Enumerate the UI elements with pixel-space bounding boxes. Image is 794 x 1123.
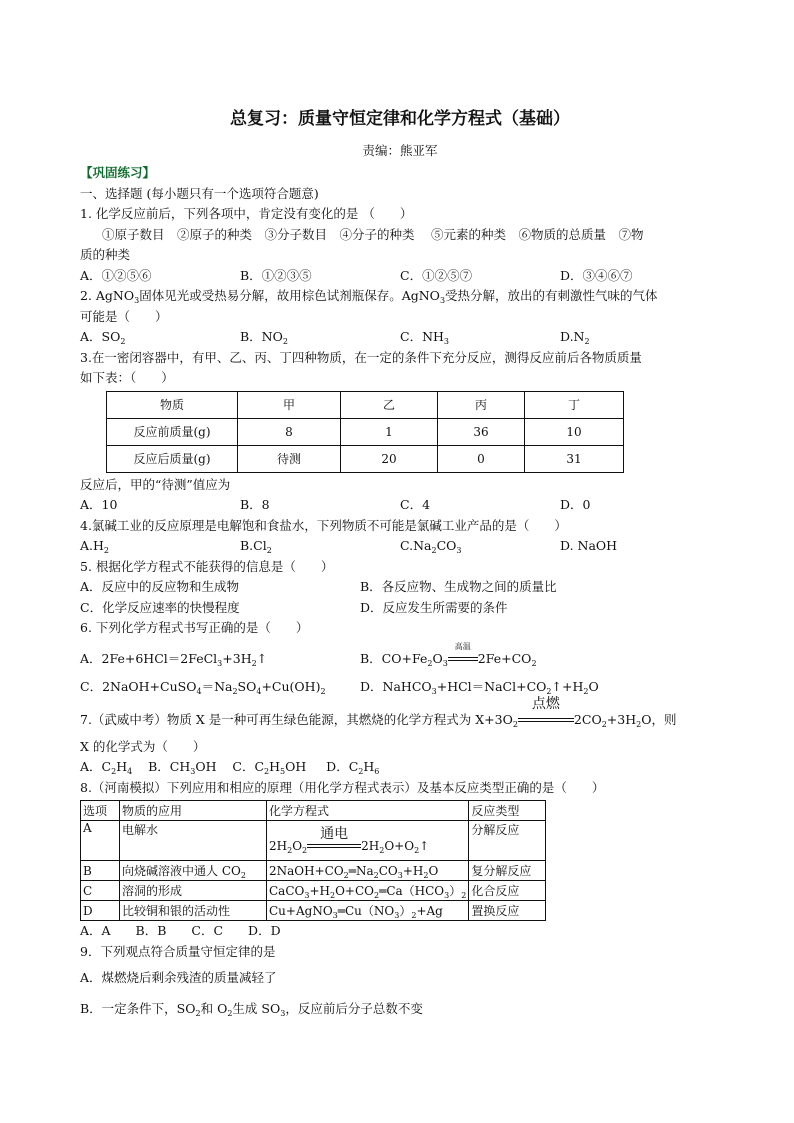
q4-option-d: D. NaOH	[560, 538, 618, 553]
table-cell: $2H_2O_2$ 通电 $2H_2O+O_2↑$	[267, 821, 469, 861]
table-cell: $CaCO_3+H_2O+CO_2═Ca(HCO_3)_2$	[267, 881, 469, 901]
q3-question: 反应后，甲的“待测”值应为	[80, 476, 231, 492]
q4-stem: 4.氯碱工业的反应原理是电解饱和食盐水，下列物质不可能是氯碱工业产品的是（ ）	[80, 517, 567, 533]
q4-options	[80, 536, 720, 557]
table-header-cell: 反应类型	[469, 801, 546, 821]
table-cell: 8	[238, 418, 341, 445]
editor-credit: 责编：熊亚军	[362, 143, 438, 158]
q7-option-a: A．$C_2H_4$	[80, 759, 133, 776]
table-header-cell: 化学方程式	[267, 801, 469, 821]
q2-option-a: A．$SO_2$	[80, 329, 126, 346]
table-cell: A	[81, 821, 120, 861]
table-row	[107, 445, 624, 472]
q5-option-a: A．反应中的反应物和生成物	[80, 579, 240, 594]
q5-option-d: D．反应发生所需要的条件	[360, 599, 508, 615]
table-cell: 比较铜和银的活动性	[120, 901, 267, 921]
q9-stem: 9．下列观点符合质量守恒定律的是	[80, 943, 276, 959]
table-cell: C	[81, 881, 120, 901]
q3-option-a: A．10	[80, 497, 118, 512]
q8-table	[80, 800, 546, 921]
q2-stem-cont: 可能是（ ）	[80, 308, 168, 324]
table-header-cell: 甲	[238, 391, 341, 418]
q3-stem: 3.在一密闭容器中，有甲、乙、丙、丁四种物质，在一定的条件下充分反应，测得反应前后各物质质量	[80, 349, 642, 365]
table-header-cell: 丙	[438, 391, 525, 418]
q6-option-a: A．$2Fe+6HCl=2FeCl_3+3H_2↑$	[80, 650, 268, 668]
table-row	[81, 861, 546, 881]
question-9	[80, 942, 720, 1020]
table-row	[107, 418, 624, 445]
q2-stem: 2. AgNO$_3$固体见光或受热易分解，故用棕色试剂瓶保存。AgNO$_3$受热分解，放出的有刺激性气味的气体	[80, 288, 658, 305]
table-cell: D	[81, 901, 120, 921]
table-cell: 反应后质量(g)	[107, 445, 238, 472]
table-cell: 20	[341, 445, 438, 472]
question-6	[80, 618, 720, 701]
q8-options: A．A B．B C．C D．D	[80, 923, 281, 938]
q3-options	[80, 495, 720, 516]
document-page	[80, 96, 720, 1019]
table-header-row	[81, 801, 546, 821]
q4-option-c: $C.Na_2CO_3$	[400, 538, 462, 555]
q8-stem: 8.（河南模拟）下列应用和相应的原理（用化学方程式表示）及基本反应类型正确的是（ ）	[80, 779, 605, 795]
table-cell: 溶洞的形成	[120, 881, 267, 901]
table-cell: 0	[438, 445, 525, 472]
table-cell: 10	[525, 418, 624, 445]
question-4	[80, 516, 720, 557]
table-cell: 36	[438, 418, 525, 445]
table-cell: 电解水	[120, 821, 267, 861]
q6-stem: 6. 下列化学方程式书写正确的是（ ）	[80, 620, 309, 635]
q6-option-c: C．$2NaOH+CuSO_4=Na_2SO_4+Cu(OH)_2$	[80, 678, 326, 696]
q7-option-b: B．$CH_3OH$	[148, 759, 217, 776]
q1-option-a: A．①②⑤⑥	[80, 267, 152, 283]
question-3	[80, 348, 720, 516]
q6-option-b: B．$CO+Fe_2O_3$ 高温 $2Fe+CO_2$	[360, 645, 537, 673]
q5-option-b: B．各反应物、生成物之间的质量比	[360, 579, 557, 594]
question-1	[80, 204, 720, 286]
table-header-cell: 丁	[525, 391, 624, 418]
q2-option-b: B．$NO_2$	[240, 329, 288, 346]
table-row	[81, 821, 546, 861]
table-cell: 复分解反应	[469, 861, 546, 881]
q3-option-b: B．8	[240, 497, 270, 512]
table-cell: 化合反应	[469, 881, 546, 901]
q1-options	[80, 266, 720, 287]
table-header-cell: 选项	[81, 801, 120, 821]
q3-mass-table	[106, 391, 624, 473]
q5-options-row2	[80, 598, 720, 619]
q2-option-c: C．$NH_3$	[400, 329, 449, 346]
table-cell: 置换反应	[469, 901, 546, 921]
table-header-cell: 物质的应用	[120, 801, 267, 821]
q9-option-b: B．一定条件下，$SO_2$和 $O_2$生成 $SO_3$，反应前后分子总数不变	[80, 1000, 423, 1018]
table-cell: $2NaOH+CO_2═Na_2CO_3+H_2O$	[267, 861, 469, 881]
part-heading: 一、选择题 (每小题只有一个选项符合题意)	[80, 185, 319, 201]
q5-option-c: C．化学反应速率的快慢程度	[80, 599, 240, 615]
q2-option-d: $D.N_2$	[560, 329, 590, 346]
table-header-cell: 乙	[341, 391, 438, 418]
table-row	[81, 881, 546, 901]
table-cell: 待测	[238, 445, 341, 472]
table-cell: 反应前质量(g)	[107, 418, 238, 445]
table-cell: 31	[525, 445, 624, 472]
q3-option-d: D．0	[560, 497, 591, 512]
q7-options	[80, 757, 720, 778]
table-cell: B	[81, 861, 120, 881]
q3-stem-cont: 如下表：（ ）	[80, 370, 174, 385]
table-header-row	[107, 391, 624, 418]
q1-items: ①原子数目 ②原子的种类 ③分子数目 ④分子的种类 ⑤元素的种类 ⑥物质的总质量 ⑦物	[102, 226, 644, 242]
q1-items-cont: 质的种类	[80, 247, 131, 262]
q6-options-row2	[80, 673, 720, 701]
q1-stem: 1. 化学反应前后，下列各项中，肯定没有变化的是 （ ）	[80, 206, 413, 221]
question-7	[80, 695, 720, 778]
q7-stem-cont: X 的化学式为（ ）	[80, 738, 206, 754]
table-row	[81, 901, 546, 921]
q3-option-c: C．4	[400, 497, 431, 512]
q1-option-c: C．①②⑤⑦	[400, 267, 473, 283]
table-header-cell: 物质	[107, 391, 238, 418]
q6-option-d: D．$NaHCO_3+HCl=NaCl+CO_2↑+H_2O$	[360, 678, 599, 696]
table-cell: $Cu+AgNO_3═Cu(NO_3)_2+Ag$	[267, 901, 469, 921]
q7-stem: 7.（武威中考）物质 X 是一种可再生绿色能源，其燃烧的化学方程式为 $X+3O_2$ 点燃 $2CO_2+3H_2O$，则	[80, 703, 720, 737]
table-cell: 分解反应	[469, 821, 546, 861]
table-cell: 向烧碱溶液中通人 $CO_2$	[120, 861, 267, 881]
question-5	[80, 557, 720, 619]
question-2	[80, 286, 720, 348]
q9-option-a: A．煤燃烧后剩余残渣的质量减轻了	[80, 970, 277, 985]
q5-options-row1	[80, 577, 720, 598]
table-cell: 1	[341, 418, 438, 445]
question-8	[80, 778, 720, 942]
electrolysis-condition: 通电	[307, 839, 361, 853]
page-title: 总复习：质量守恒定律和化学方程式（基础）	[230, 109, 570, 129]
section-label: 【巩固练习】	[80, 165, 156, 180]
q1-option-d: D．③④⑥⑦	[560, 267, 633, 283]
q4-option-b: $B.Cl_2$	[240, 538, 272, 555]
q2-options	[80, 327, 720, 348]
q4-option-a: $A.H_2$	[80, 538, 109, 555]
high-temp-condition: 高温	[448, 645, 478, 673]
q7-option-c: C．$C_2H_5OH$	[232, 759, 307, 776]
q5-stem: 5. 根据化学方程式不能获得的信息是（ ）	[80, 558, 334, 574]
ignite-condition: 点燃	[518, 703, 574, 737]
q7-option-d: D．$C_2H_6$	[326, 759, 380, 776]
q1-option-b: B．①②③⑤	[240, 267, 312, 283]
q6-options-row1	[80, 641, 720, 673]
